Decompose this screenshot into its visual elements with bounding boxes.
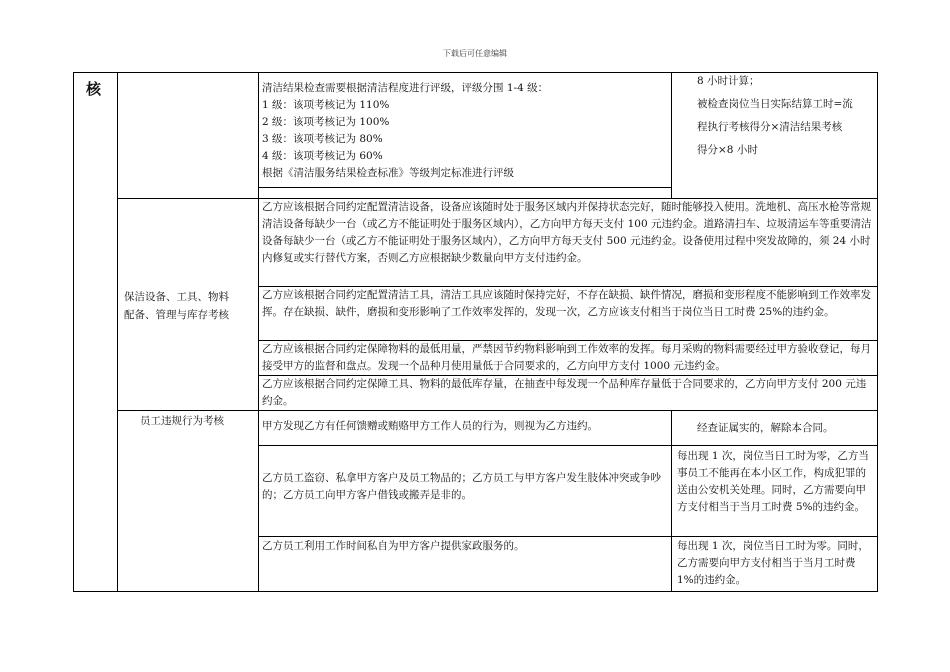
text-line: 1 级：该项考核记为 110%: [262, 99, 390, 111]
row-divider: [258, 536, 878, 537]
equipment-item-2: 乙方应该根据合同约定配置清洁工具，清洁工具应该随时保持完好，不存在缺损、缺件情况，磨损和变形程度不能影响到工作效率发挥。存在缺损、缺件，磨损和变形影响了工作效率发挥的，发现一次，乙方应该支付相当于岗位当日工时费 25%的违约金。: [262, 289, 871, 318]
violation-item-1: 甲方发现乙方有任何馈赠或贿赂甲方工作人员的行为，则视为乙方违约。: [262, 420, 598, 432]
row-divider: [258, 445, 878, 446]
row-divider: [258, 187, 671, 188]
column-divider: [671, 410, 672, 592]
equipment-label: [124, 288, 254, 324]
text-line: 保洁设备、工具、物料: [124, 291, 229, 303]
text-line: 8 小时计算；: [697, 75, 760, 87]
text-line: 被检查岗位当日实际结算工时=流: [697, 98, 853, 110]
text-line: 2 级：该项考核记为 100%: [262, 116, 390, 128]
equipment-item-3: 乙方应该根据合同约定保障物料的最低用量，严禁因节约物料影响到工作效率的发挥。每月采购的物料需要经过甲方验收登记，每月接受甲方的监督和盘点。发现一个品种月使用量低于合同要求的，乙方向甲方支付 1000 元违约金。: [262, 343, 871, 372]
violation-penalty-3: 每出现 1 次，岗位当日工时为零。同时，乙方需要向甲方支付相当于当月工时费 1%的违约金。: [677, 540, 869, 586]
text-line: 程执行考核得分×清洁结果考核: [697, 121, 843, 133]
equipment-item-1: 乙方应该根据合同约定配置清洁设备，设备应该随时处于服务区域内并保持状态完好，随时能够投入使用。洗地机、高压水枪等常规清洁设备每缺少一台（或乙方不能证明处于服务区域内），乙方向甲方每天支付 100 元违约金。道路清扫车、垃圾清运车等重要清洁设备每缺少一台（或乙方不能证明处于服务区域内），乙方向甲方每天支付 500 元违约金。设备使用过程中突发故障的，须 24 小时内修复或实行替代方案，否则乙方应根据缺少数量向甲方支付违约金。: [262, 201, 872, 264]
text-line: 配备、管理与库存考核: [124, 309, 229, 321]
text-line: 得分×8 小时: [697, 144, 758, 156]
text-line: 4 级：该项考核记为 60%: [262, 150, 383, 162]
cleaning-result-text: [262, 80, 667, 182]
text-line: 3 级：该项考核记为 80%: [262, 133, 383, 145]
equipment-item-4: 乙方应该根据合同约定保障工具、物料的最低库存量，在抽查中每发现一个品种库存量低于合同要求的，乙方向甲方支付 200 元违约金。: [262, 378, 867, 407]
row-divider: [117, 410, 878, 411]
page-header: 下载后可任意编辑: [443, 49, 507, 58]
side-label: 核: [86, 80, 102, 98]
violation-penalty-2: 每出现 1 次，岗位当日工时为零，乙方当事员工不能再在本小区工作，构成犯罪的送由公安机关处理。同时，乙方需要向甲方支付相当于当月工时费 5%的违约金。: [677, 450, 869, 513]
violation-item-3: 乙方员工利用工作时间私自为甲方客户提供家政服务的。: [262, 540, 525, 552]
column-divider: [258, 72, 259, 592]
cleaning-result-rule: [697, 70, 877, 162]
text-line: 清洁结果检查需要根据清洁程度进行评级，评级分围 1-4 级：: [262, 82, 549, 94]
violation-label: 员工违规行为考核: [140, 415, 224, 427]
column-divider: [671, 72, 672, 199]
violation-item-2: 乙方员工盗窃、私拿甲方客户及员工物品的；乙方员工与甲方客户发生肢体冲突或争吵的；乙方员工向甲方客户借钱或搬弄是非的。: [262, 472, 661, 501]
column-divider: [117, 72, 118, 592]
violation-penalty-1: 经查证属实的，解除本合同。: [697, 422, 834, 434]
text-line: 根据《清洁服务结果检查标准》等级判定标准进行评级: [262, 167, 514, 179]
